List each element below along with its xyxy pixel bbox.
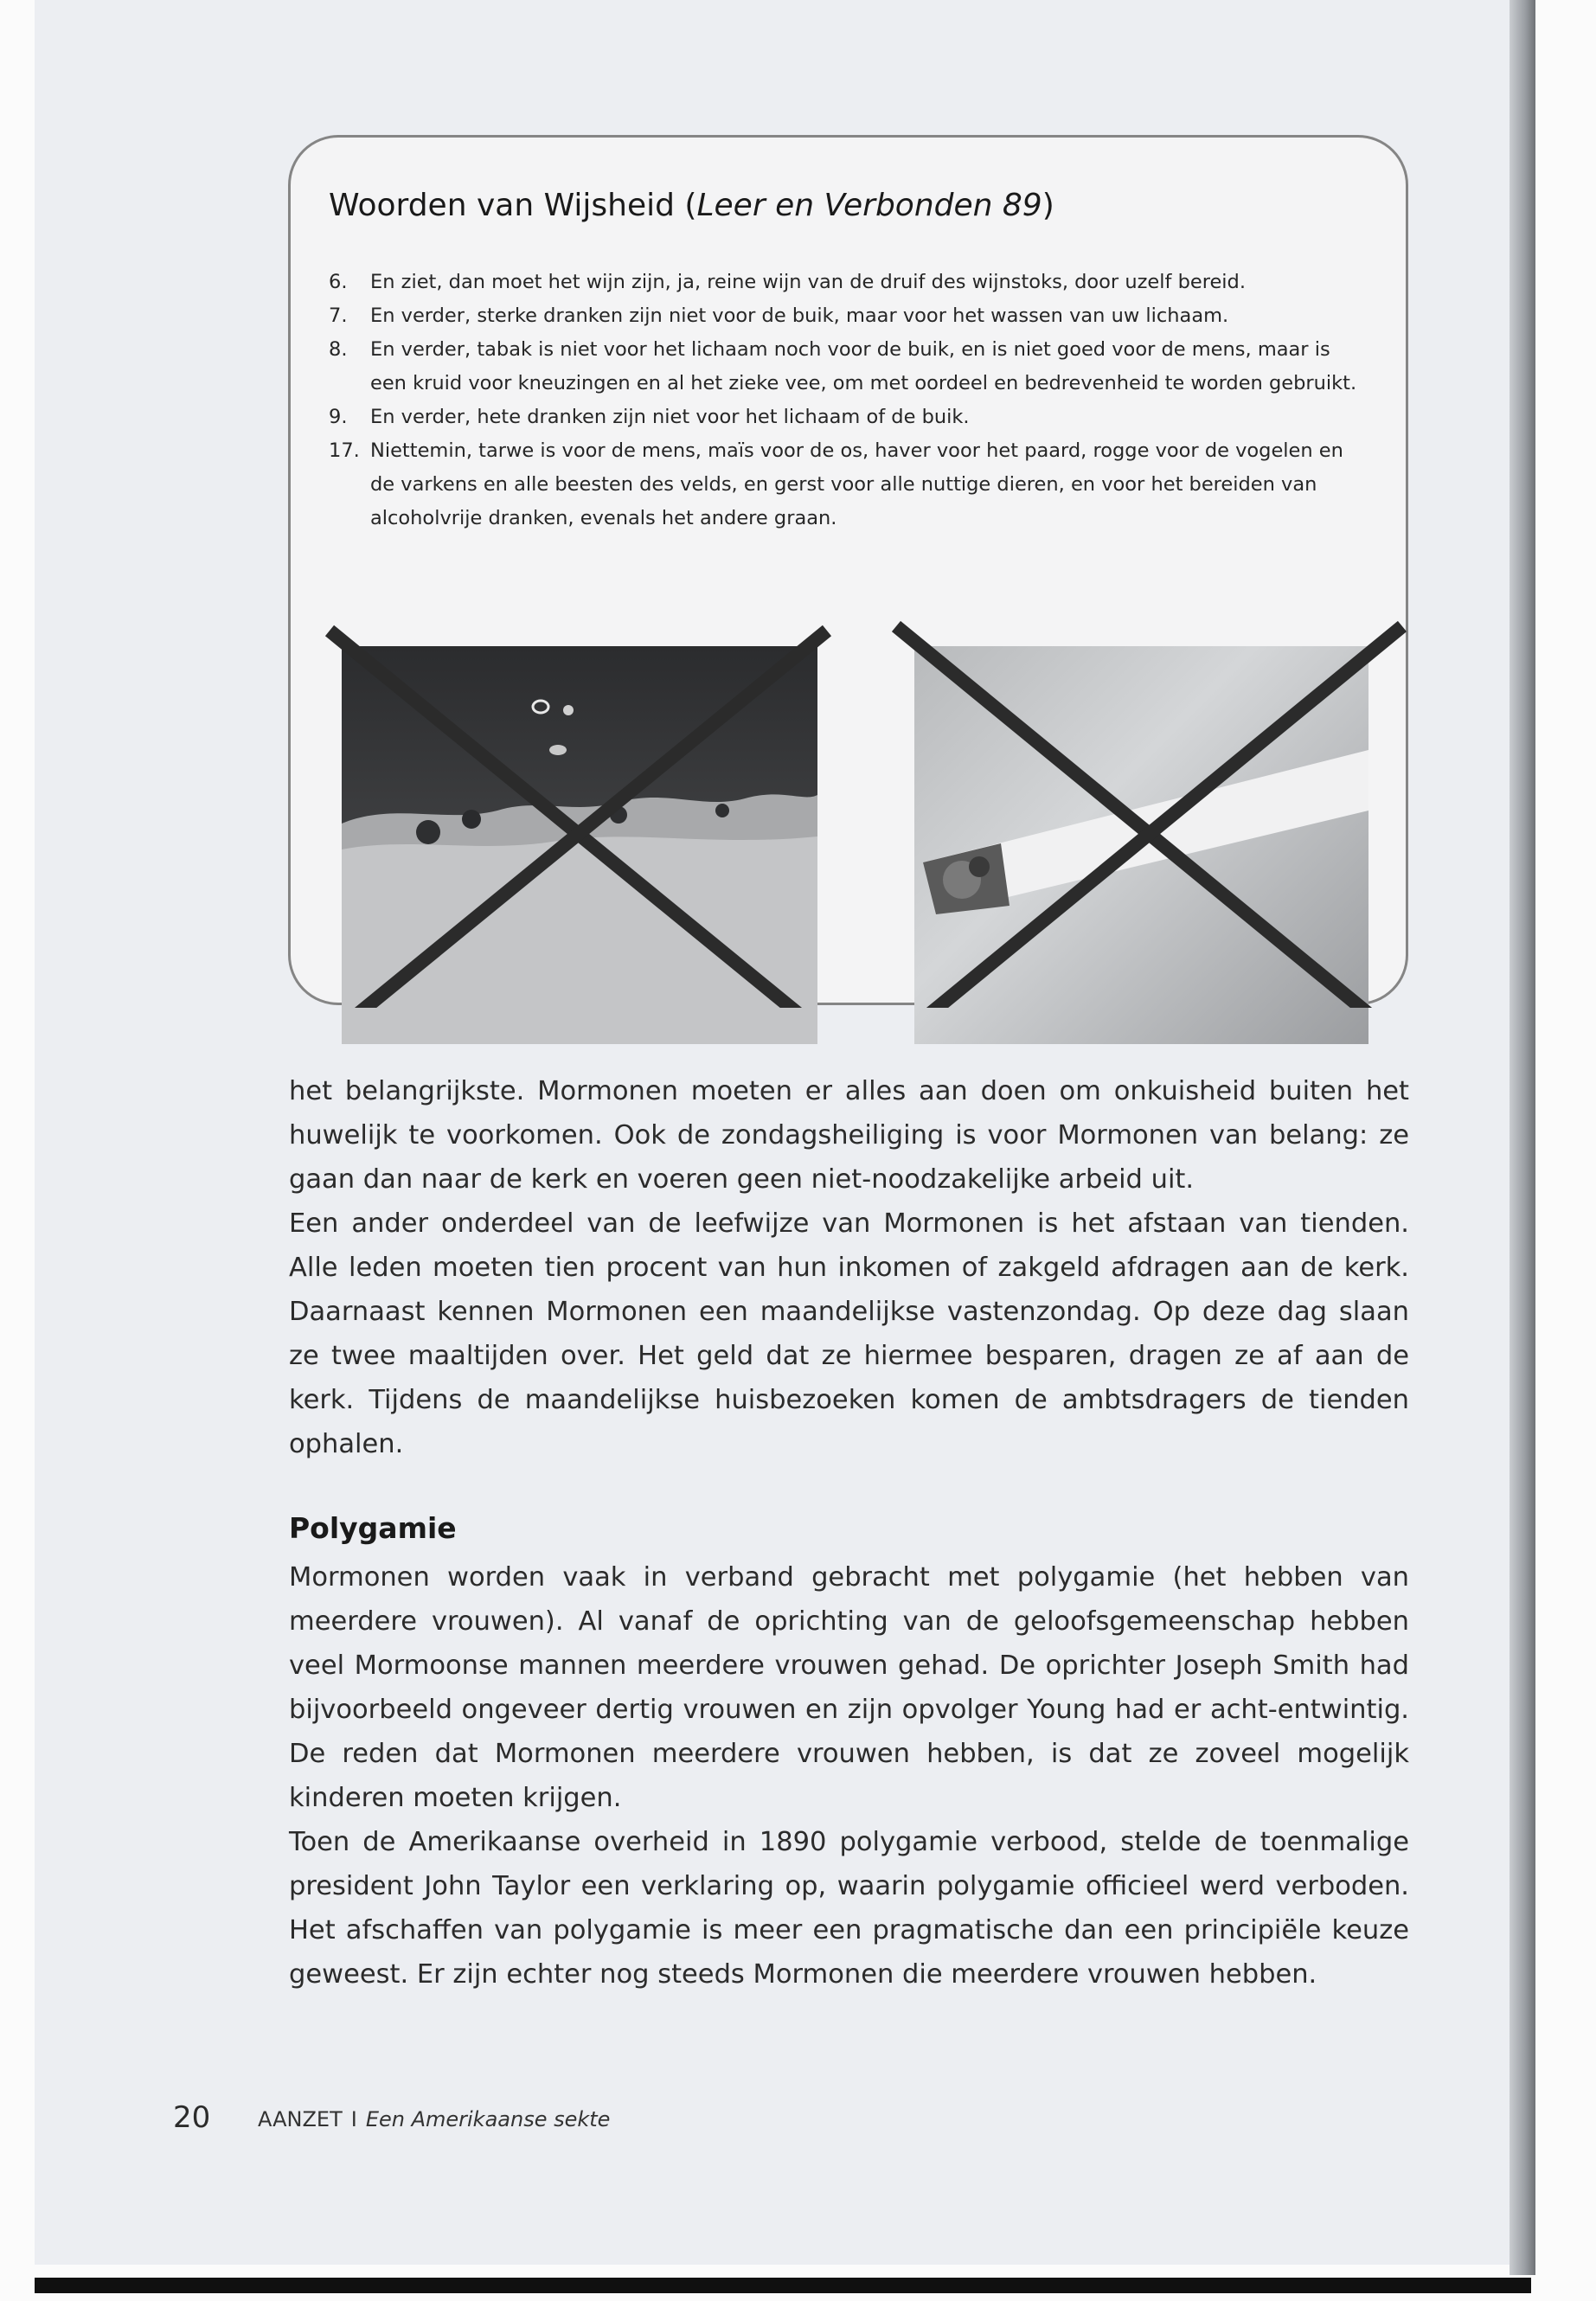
verse-text: En ziet, dan moet het wijn zijn, ja, reine wijn van de druif des wijnstoks, door uzelf bereid. bbox=[370, 271, 1246, 293]
verse-text: En verder, hete dranken zijn niet voor het lichaam of de buik. bbox=[370, 406, 970, 428]
prohibition-crosses bbox=[291, 138, 1411, 1008]
paragraph-1: het belangrijkste. Mormonen moeten er alles aan doen om onkuisheid buiten het huwelijk te voorkomen. Ook de zondagsheiliging is voor Mormonen van belang: ze gaan dan naar de kerk en voeren geen niet-noodzakelijke arbeid uit. bbox=[289, 1076, 1409, 1195]
box-title-main: Woorden van Wijsheid ( bbox=[329, 188, 697, 223]
verse-number: 7. bbox=[329, 304, 348, 327]
verse-number: 6. bbox=[329, 271, 348, 293]
paragraph-3: Mormonen worden vaak in verband gebracht met polygamie (het hebben van meerdere vrouwen). Al vanaf de oprichting van de geloofsgemeenschap hebben veel Mormoonse mannen meerdere vrouwen gehad. De oprichter Joseph Smith had bijvoorbeeld ongeveer dertig vrouwen en zijn opvolger Young had er acht-entwintig. De reden dat Mormonen meerdere vrouwen hebben, is dat ze zoveel mogelijk kinderen moeten krijgen. bbox=[289, 1562, 1409, 1813]
body-text-top bbox=[289, 1069, 1409, 1466]
footer-series: AANZET bbox=[258, 2107, 343, 2131]
footer-separator: I bbox=[350, 2107, 357, 2131]
verse-number: 8. bbox=[329, 338, 348, 361]
scan-bottom-edge bbox=[35, 2278, 1531, 2293]
verse-text: En verder, tabak is niet voor het lichaam noch voor de buik, en is niet goed voor de mens, maar is een kruid voor kneuzingen en al het zieke vee, om met oordeel en bedrevenheid te worden gebruikt. bbox=[370, 338, 1357, 394]
verse-text: En verder, sterke dranken zijn niet voor de buik, maar voor het wassen van uw lichaam. bbox=[370, 304, 1229, 327]
paragraph-4: Toen de Amerikaanse overheid in 1890 polygamie verbood, stelde de toenmalige president John Taylor een verklaring op, waarin polygamie officieel werd verboden. Het afschaffen van polygamie is meer een pragmatische dan een principiële keuze geweest. Er zijn echter nog steeds Mormonen die meerdere vrouwen hebben. bbox=[289, 1827, 1409, 1990]
verse-text: Niettemin, tarwe is voor de mens, maïs voor de os, haver voor het paard, rogge voor de vogelen en de varkens en alle beesten des velds, en gerst voor alle nuttige dieren, en voor het bereiden van alcoholvrije dranken, evenals het andere graan. bbox=[370, 439, 1343, 529]
section-heading-polygamie: Polygamie bbox=[289, 1511, 457, 1545]
word-of-wisdom-box bbox=[288, 135, 1408, 1005]
box-title-end: ) bbox=[1042, 188, 1054, 223]
verse-number: 17. bbox=[329, 439, 360, 462]
page-edge bbox=[1509, 0, 1535, 2275]
page-number: 20 bbox=[173, 2100, 211, 2135]
body-text-polygamie bbox=[289, 1555, 1409, 1997]
footer-title: Een Amerikaanse sekte bbox=[365, 2107, 611, 2131]
paragraph-2: Een ander onderdeel van de leefwijze van Mormonen is het afstaan van tienden. Alle leden moeten tien procent van hun inkomen of zakgeld afdragen aan de kerk. Daarnaast kennen Mormonen een maandelijkse vastenzondag. Op deze dag slaan ze twee maaltijden over. Het geld dat ze hiermee besparen, dragen ze af aan de kerk. Tijdens de maandelijkse huisbezoeken komen de ambtsdragers de tienden ophalen. bbox=[289, 1208, 1409, 1459]
box-title-reference: Leer en Verbonden 89 bbox=[696, 188, 1042, 223]
verse-number: 9. bbox=[329, 406, 348, 428]
running-footer bbox=[258, 2107, 610, 2131]
